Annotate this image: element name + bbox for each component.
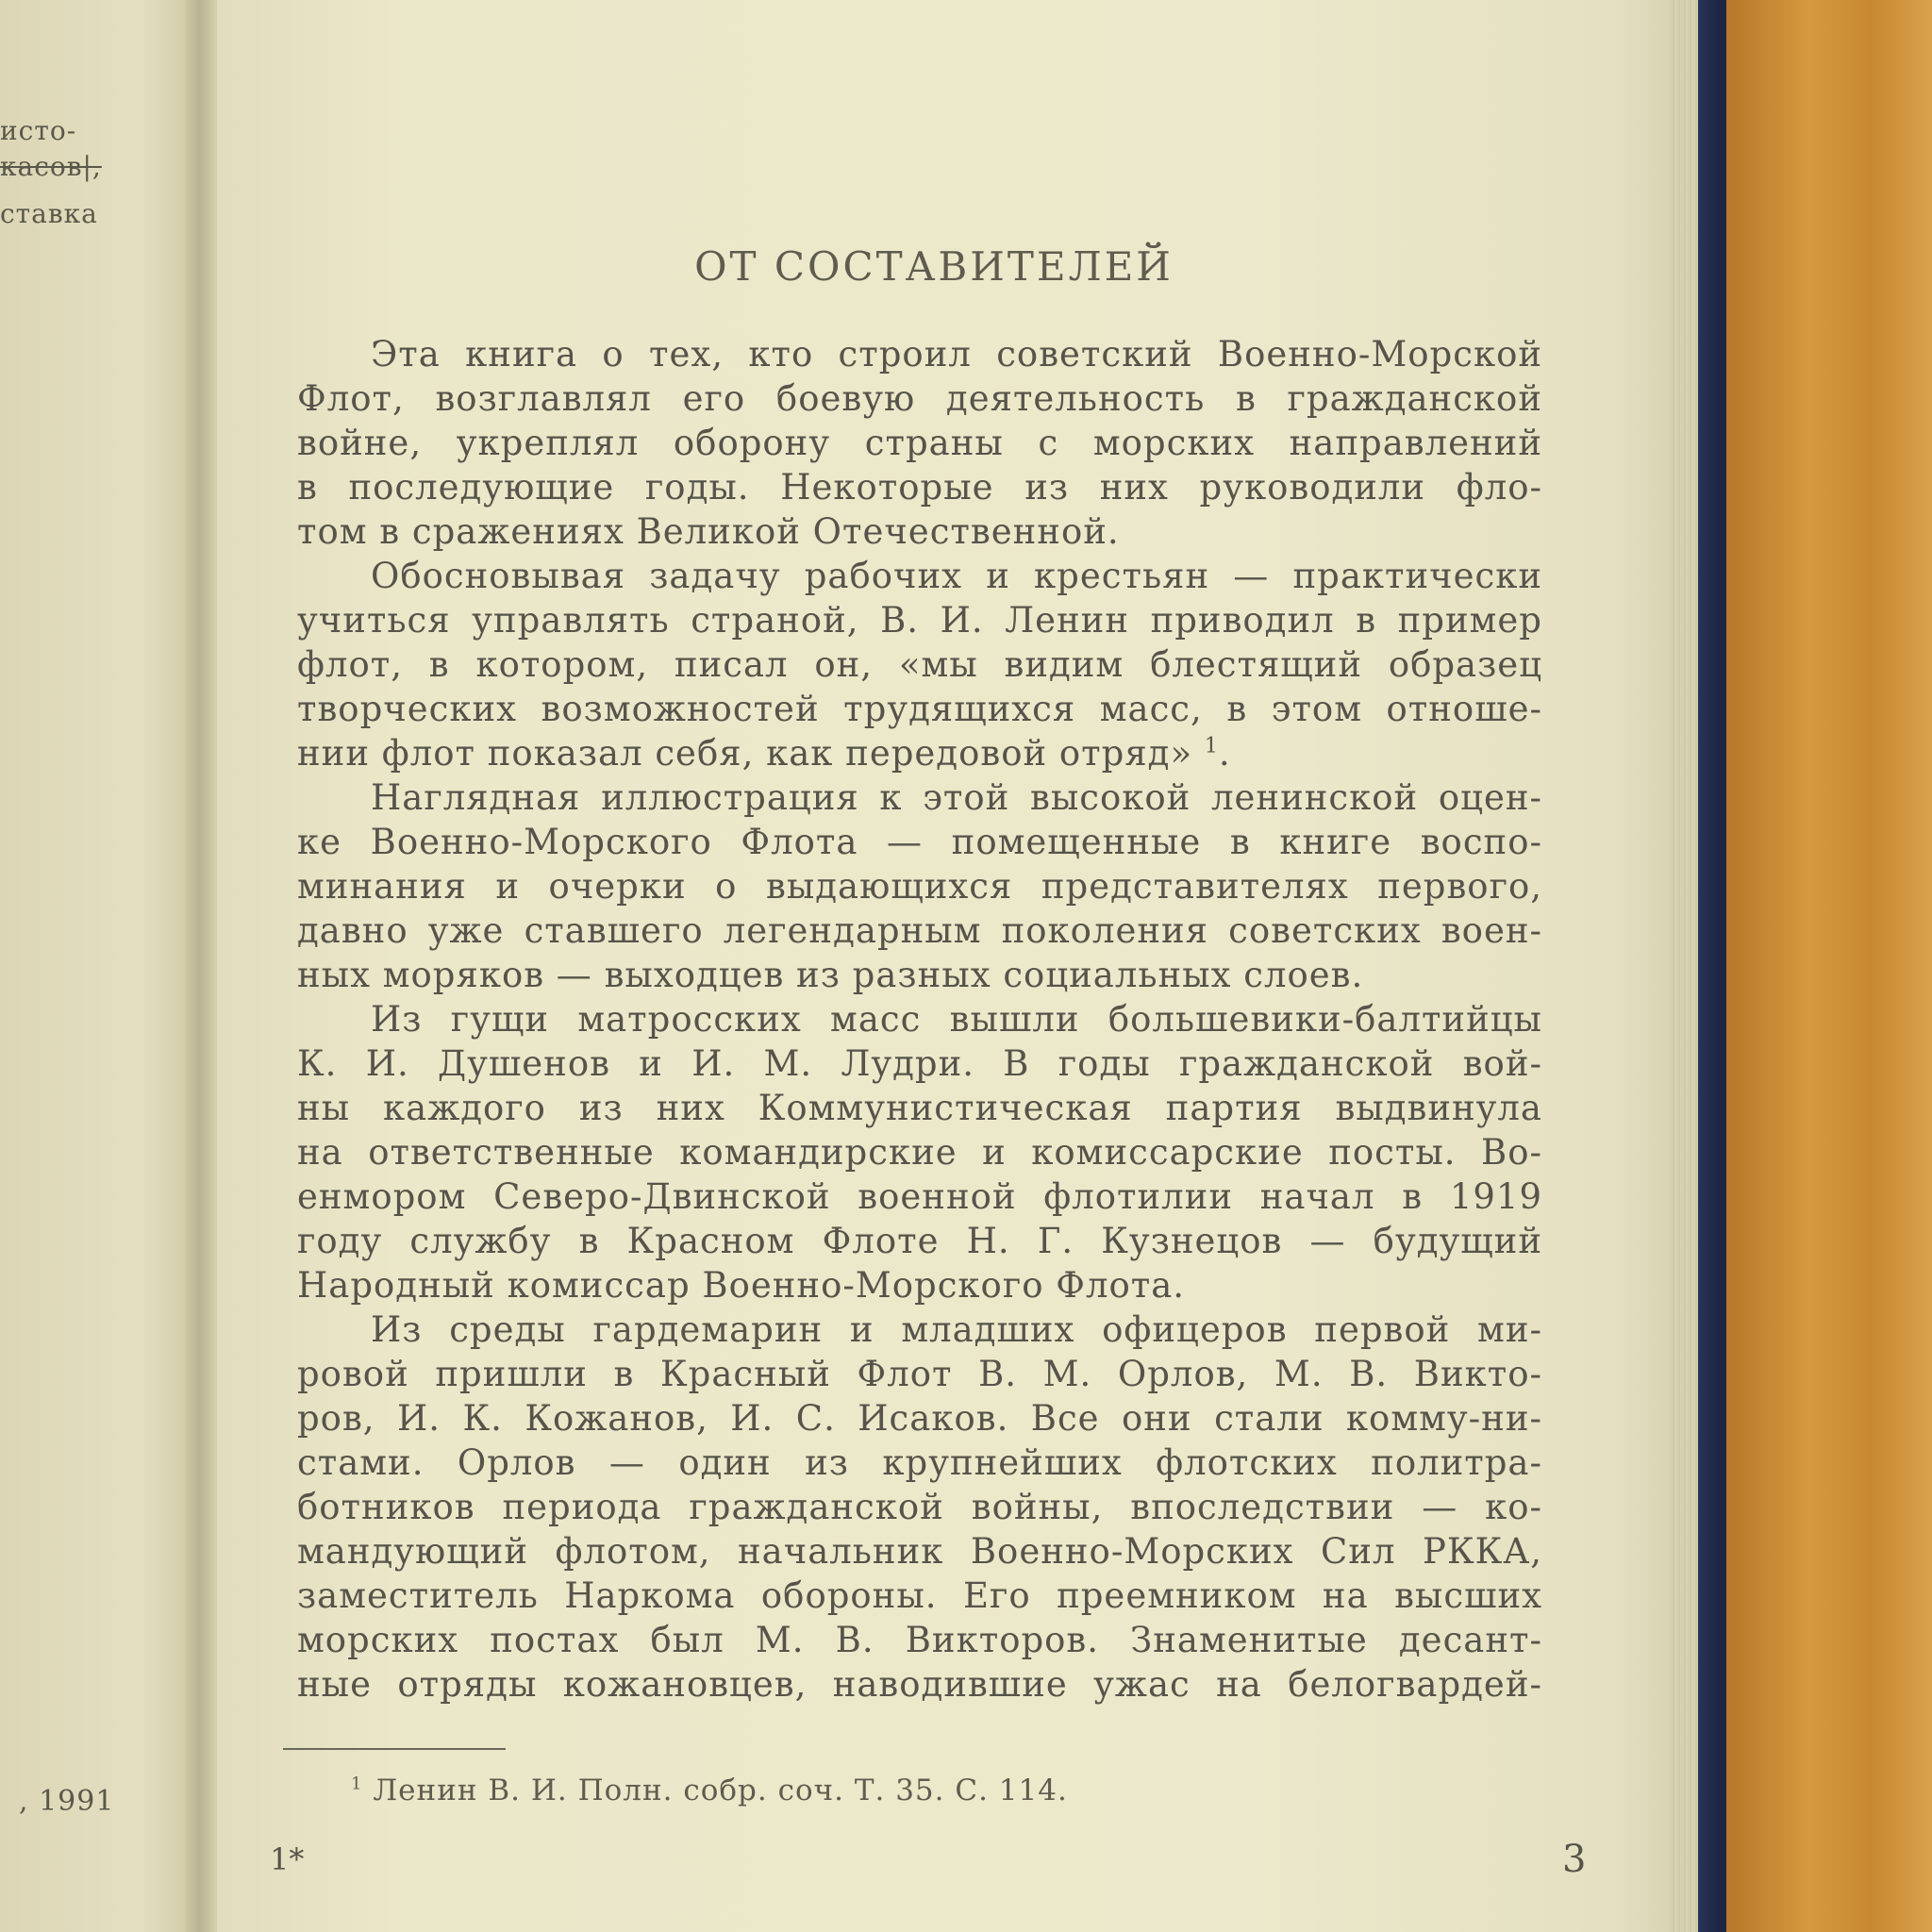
footnote-text: Ленин В. И. Полн. собр. соч. Т. 35. С. 114. xyxy=(373,1774,1068,1807)
text-line: Эта книга о тех, кто строил советский Военно-Морской xyxy=(371,334,1542,375)
text-line: в последующие годы. Некоторые из них руководили фло- xyxy=(297,467,1542,508)
text-line: заместитель Наркома обороны. Его преемником на высших xyxy=(297,1575,1542,1616)
page-heading: ОТ СОСТАВИТЕЛЕЙ xyxy=(694,243,1174,290)
footnote-rule xyxy=(283,1748,506,1750)
text-line: войне, укреплял оборону страны с морских направлений xyxy=(297,423,1542,463)
text-line: на ответственные командирские и комиссарские посты. Во- xyxy=(297,1132,1542,1173)
wooden-table xyxy=(1726,0,1932,1932)
text-line: том в сражениях Великой Отечественной. xyxy=(297,511,1120,552)
text-line: Из среды гардемарин и младших офицеров первой ми- xyxy=(371,1309,1542,1350)
left-page-fragment: исто- xyxy=(0,115,77,146)
book-gutter xyxy=(185,0,217,1932)
text-line: году службу в Красном Флоте Н. Г. Кузнецов — будущий xyxy=(297,1221,1542,1261)
text-line: ке Военно-Морского Флота — помещенные в книге воспо- xyxy=(297,822,1542,862)
paragraph xyxy=(297,775,1542,997)
text-line: ботников периода гражданской войны, впоследствии — ко- xyxy=(297,1487,1542,1527)
text-line: Флот, возглавлял его боевую деятельность в гражданской xyxy=(297,378,1542,419)
text-line: ны каждого из них Коммунистическая партия выдвинула xyxy=(297,1088,1542,1128)
text-line: ные отряды кожановцев, наводившие ужас на белогвардей- xyxy=(297,1664,1542,1705)
paragraph xyxy=(297,332,1542,554)
text-line: флот, в котором, писал он, «мы видим блестящий образец xyxy=(297,644,1542,685)
paragraph xyxy=(297,997,1542,1307)
left-page-fragment: , 1991 xyxy=(19,1785,115,1818)
footnote-reference: 1 xyxy=(1204,734,1219,758)
text-line: енмором Северо-Двинской военной флотилии начал в 1919 xyxy=(297,1176,1542,1217)
body-text xyxy=(297,332,1542,1707)
text-line: Из гущи матросских масс вышли большевики-балтийцы xyxy=(371,999,1542,1040)
text-line: К. И. Душенов и И. М. Лудри. В годы гражданской вой- xyxy=(297,1043,1542,1084)
text-line: творческих возможностей трудящихся масс, в этом отноше- xyxy=(297,689,1542,729)
text-line: учиться управлять страной, В. И. Ленин приводил в пример xyxy=(297,600,1542,641)
text-line: ровой пришли в Красный Флот В. М. Орлов, М. В. Викто- xyxy=(297,1354,1542,1394)
left-page xyxy=(0,0,198,1932)
text-line: Обосновывая задачу рабочих и крестьян — практически xyxy=(371,556,1542,596)
text-line: давно уже ставшего легендарным поколения советских воен- xyxy=(297,910,1542,951)
footnote xyxy=(351,1774,1068,1807)
text-line-content: нии флот показал себя, как передовой отряд» xyxy=(297,733,1193,774)
paragraph xyxy=(297,1307,1542,1707)
footnote-mark: 1 xyxy=(351,1774,363,1794)
paragraph xyxy=(297,554,1542,775)
text-line: морских постах был М. В. Викторов. Знаменитые десант- xyxy=(297,1620,1542,1660)
left-page-fragment: касов|, xyxy=(0,151,102,182)
text-line: ров, И. К. Кожанов, И. С. Исаков. Все они стали комму-ни- xyxy=(297,1398,1542,1439)
text-line: ных моряков — выходцев из разных социальных слоев. xyxy=(297,955,1364,995)
page-edges xyxy=(1670,0,1700,1932)
text-line: мандующий флотом, начальник Военно-Морских Сил РККА, xyxy=(297,1531,1542,1572)
text-line: Народный комиссар Военно-Морского Флота. xyxy=(297,1265,1186,1306)
page-number: 3 xyxy=(1562,1838,1587,1881)
left-page-fragment: ставка xyxy=(0,198,98,229)
text-line: стами. Орлов — один из крупнейших флотских политра- xyxy=(297,1442,1542,1483)
signature-mark: 1* xyxy=(270,1841,305,1877)
text-line: нии флот показал себя, как передовой отряд» $^1$. xyxy=(297,733,1231,774)
text-line: Наглядная иллюстрация к этой высокой ленинской оцен- xyxy=(371,777,1542,818)
text-line: минания и очерки о выдающихся представителях первого, xyxy=(297,866,1542,907)
